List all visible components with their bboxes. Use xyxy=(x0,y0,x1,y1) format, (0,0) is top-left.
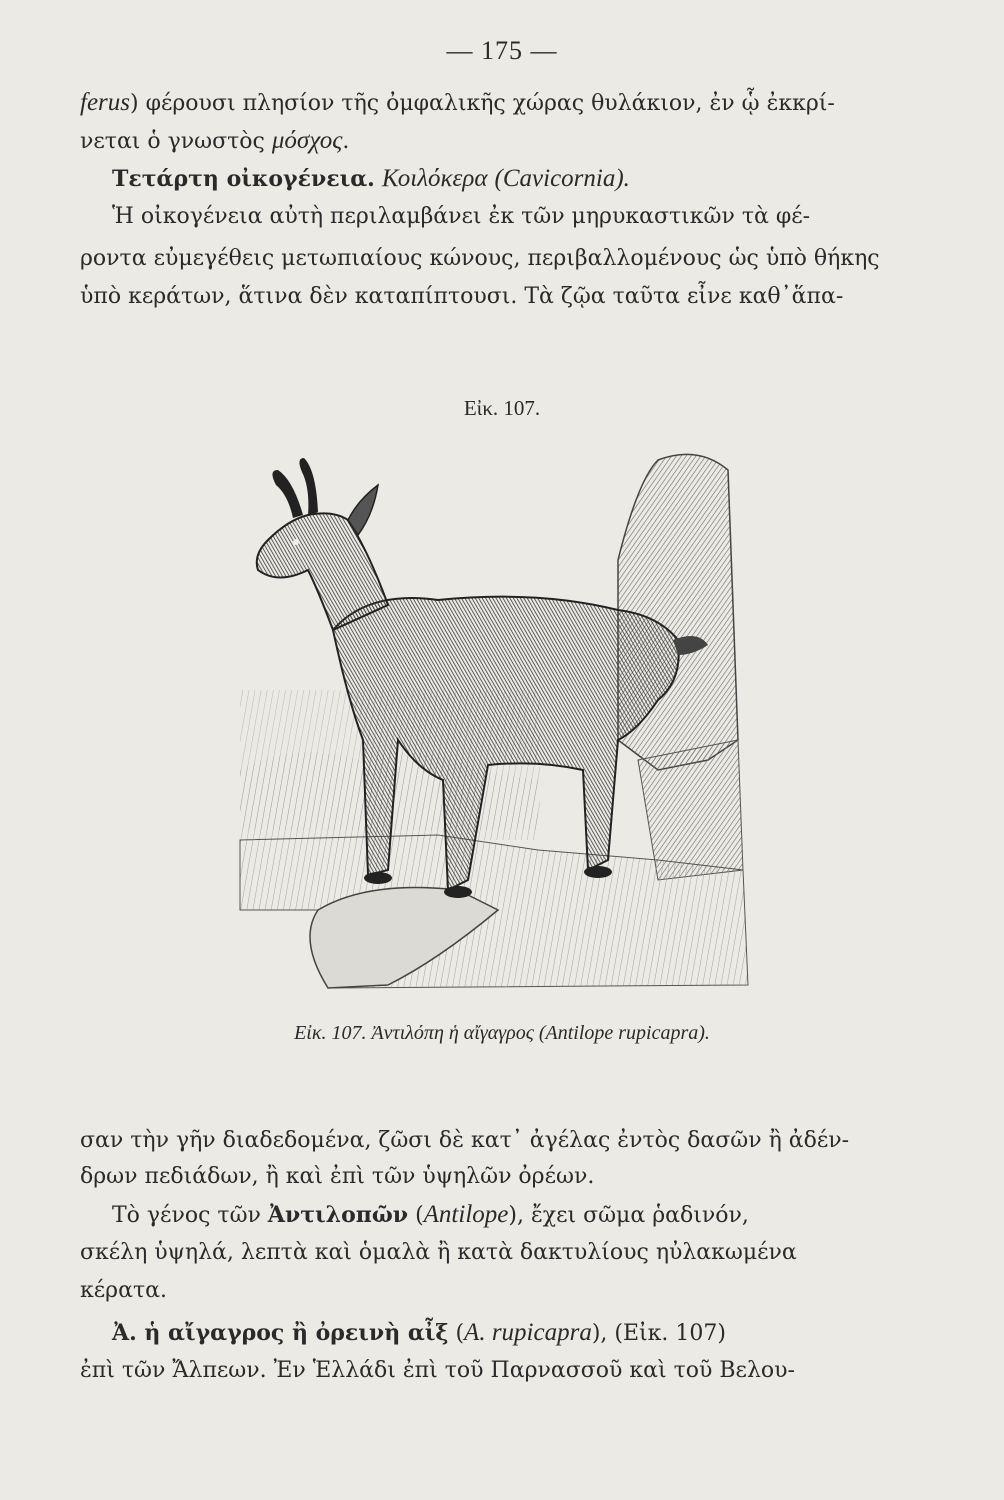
text-fragment: ), ἔχει σῶμα ῥαδινόν, xyxy=(508,1203,749,1228)
text-line: σκέλη ὑψηλά, λεπτὰ καὶ ὁμαλὰ ἢ κατὰ δακτυλίους ηὐλακωμένα xyxy=(80,1240,797,1265)
text-fragment: νεται ὁ γνωστὸς xyxy=(80,129,272,154)
text-fragment: . xyxy=(342,129,350,154)
text-line: σαν τὴν γῆν διαδεδομένα, ζῶσι δὲ κατ᾽ ἀγέλας ἐντὸς δασῶν ἢ ἀδέν- xyxy=(80,1128,850,1153)
text-fragment: ) φέρουσι πλησίον τῆς ὀμφαλικῆς χώρας θυλάκιον, ἐν ᾧ ἐκκρί- xyxy=(130,91,835,116)
figure-caption xyxy=(0,1022,1004,1045)
figure-label: Εἰκ. 107. xyxy=(463,396,541,420)
text-line xyxy=(80,1200,888,1231)
text-line: κέρατα. xyxy=(80,1278,167,1303)
text-line: δρων πεδιάδων, ἢ καὶ ἐπὶ τῶν ὑψηλῶν ὀρέων. xyxy=(80,1164,595,1189)
italic-term: μόσχος xyxy=(271,127,343,154)
genus-name: Ἀντιλοπῶν xyxy=(267,1202,409,1228)
text-line: ροντα εὐμεγέθεις μετωπιαίους κώνους, περιβαλλομένους ὡς ὑπὸ θήκης xyxy=(80,246,880,271)
latin-term: A. rupicapra xyxy=(464,1319,592,1346)
latin-term: Antilope xyxy=(423,1201,509,1228)
heading-text: Τετάρτη οἰκογένεια. xyxy=(112,166,375,192)
text-line xyxy=(80,88,888,119)
species-name: Ἀ. ἡ αἴγαγρος ἢ ὀρεινὴ αἶξ xyxy=(112,1320,449,1346)
chamois-illustration xyxy=(238,440,758,1000)
text-line xyxy=(80,126,888,157)
latin-term: (Cavicornia). xyxy=(494,165,630,192)
page-number: — 175 — xyxy=(446,36,558,65)
text-fragment: Τὸ γένος τῶν xyxy=(112,1203,268,1228)
text-line: ἐπὶ τῶν Ἄλπεων. Ἐν Ἑλλάδι ἐπὶ τοῦ Παρνασσοῦ καὶ τοῦ Βελου- xyxy=(80,1358,795,1383)
text-line: ὑπὸ κεράτων, ἅτινα δὲν καταπίπτουσι. Τὰ ζῷα ταῦτα εἶνε καθ᾽ἅπα- xyxy=(80,284,844,309)
caption-latin: (Antilope rupicapra). xyxy=(533,1022,710,1044)
text-line: Ἡ οἰκογένεια αὐτὴ περιλαμβάνει ἐκ τῶν μηρυκαστικῶν τὰ φέ- xyxy=(112,204,811,229)
section-heading xyxy=(80,164,888,195)
caption-number: Εἰκ. 107. xyxy=(294,1022,372,1044)
text-line xyxy=(80,1318,888,1349)
text-fragment: ), (Εἰκ. 107) xyxy=(591,1321,726,1346)
text-fragment: ( xyxy=(408,1203,424,1228)
italic-term: Κοιλόκερα xyxy=(381,165,488,192)
latin-term: ferus xyxy=(80,89,130,116)
text-fragment: ( xyxy=(448,1321,465,1346)
caption-greek: Ἀντιλόπη ἡ αἴγαγρος xyxy=(371,1022,534,1044)
